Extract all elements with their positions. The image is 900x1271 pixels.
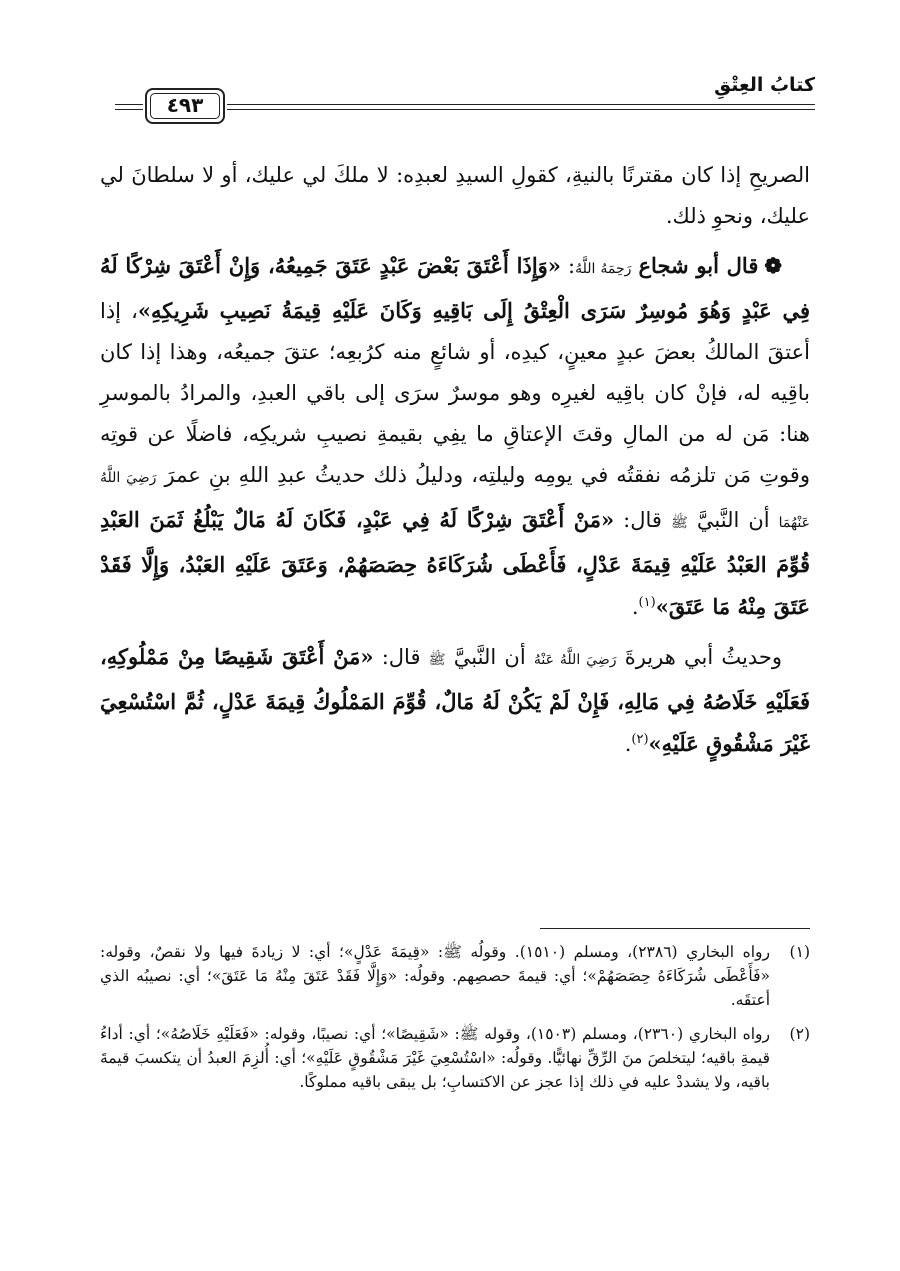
page-header <box>115 74 815 124</box>
footnote-reference[interactable]: (٢) <box>631 732 649 747</box>
commentary-text: أن النَّبيَّ <box>453 645 534 669</box>
commentary-text: ، إذا أعتقَ المالكُ بعضَ عبدٍ معينٍ، كيدِه، أو شائعٍ منه كرُبعِه؛ عتقَ جميعُه، وهذا إذا كان باقِيه له، فإنْ كان باقِيه لغيرِه وهو موسرٌ سرَى إلى باقي العبدِ، والمرادُ بالموسرِ هنا: مَن له من المالِ وقتَ الإعتاقِ ما يفِي بقيمةِ نصيبِ شريكِه، فاضلًا عن قوتِه وقوتِ مَن تلزمُه نفقتُه في يومِه وليلتِه، ودليلُ ذلك حديثُ عبدِ اللهِ بنِ عمرَ <box>100 299 810 487</box>
footnote-separator <box>540 928 810 929</box>
header-rule <box>227 109 815 110</box>
honorific: رَحِمَهُ اللَّهُ <box>575 261 632 277</box>
colon: : <box>560 254 576 278</box>
footnote-number: (١) <box>789 943 810 961</box>
speaker-label: قال أبو شجاع <box>638 253 759 278</box>
header-rule <box>227 104 815 105</box>
header-rule <box>115 104 143 105</box>
footnotes <box>100 940 810 1104</box>
punctuation: . <box>624 732 632 756</box>
honorific: رَضِيَ اللَّهُ عَنْهُ <box>533 652 617 668</box>
paragraph-text: الصريحِ إذا كان مقترنًا بالنيةِ، كقولِ السيدِ لعبدِه: لا ملكَ لي عليك، أو لا سلطانَ لي عليك، ونحوِ ذلك. <box>100 163 810 228</box>
main-text <box>100 155 810 773</box>
hadith-text: «مَنْ أَعْتَقَ شِرْكًا لَهُ فِي عَبْدٍ، فَكَانَ لَهُ مَالٌ يَبْلُغُ ثَمَنَ العَبْدِ قُوِّمَ العَبْدُ عَلَيْهِ قِيمَةَ عَدْلٍ، فَأَعْطَى شُرَكَاءَهُ حِصَصَهُمْ، وَعَتَقَ عَلَيْهِ العَبْدُ، وَإِلَّا فَقَدْ عَتَقَ مِنْهُ مَا عَتَقَ» <box>100 507 810 619</box>
footnote-reference[interactable]: (١) <box>638 595 656 610</box>
footnote-number: (٢) <box>789 1025 810 1043</box>
header-rule <box>115 109 143 110</box>
commentary-text: وحديثُ أبي هريرةَ <box>624 645 782 669</box>
punctuation: . <box>631 595 639 619</box>
paragraph <box>100 155 810 237</box>
paragraph <box>100 245 810 628</box>
footnote-text: رواه البخاري (٢٣٨٦)، ومسلم (١٥١٠). وقولُه ﷺ: «قِيمَةَ عَدْلٍ»؛ أي: لا زيادةَ فيها ولا نقصٌ، وقوله: «فَأَعْطَى شُرَكَاءَهُ حِصَصَهُمْ»؛ أي: قيمةَ حصصِهم. وقولُه: «وَإِلَّا فَقَدْ عَتَقَ مِنْهُ مَا عَتَقَ»؛ أي: نصيبُه الذي أعتقَه. <box>100 943 771 1009</box>
honorific: ﷺ <box>428 652 446 668</box>
footnote-text: رواه البخاري (٢٣٦٠)، ومسلم (١٥٠٣)، وقوله ﷺ: «شَقِيصًا»؛ أي: نصيبًا، وقوله: «فَعَلَيْهِ خَلَاصُهُ»؛ أي: أداءُ قيمةِ باقيه؛ ليتخلصَ منَ الرِّقِّ نهائيًّا. وقولُه: «اسْتُسْعِيَ غَيْرَ مَشْقُوقٍ عَلَيْهِ»؛ أي: أُلزِمَ العبدُ أن يتكسبَ قيمةَ باقيه، ولا يشددْ عليه في ذلك إذا عجز عن الاكتسابِ؛ بل يبقى باقيه مملوكًا. <box>100 1025 770 1091</box>
honorific: ﷺ <box>670 515 688 531</box>
footnote <box>100 1022 810 1094</box>
footnote <box>100 940 810 1012</box>
honorific: رَضِيَ اللَّهُ عَنْهُمَا <box>100 470 810 531</box>
running-title: كتابُ العِتْقِ <box>714 74 815 96</box>
commentary-text: أن النَّبيَّ <box>696 508 779 532</box>
page-number: ٤٩٣ <box>166 93 204 117</box>
hadith-text: «مَنْ أَعْتَقَ شَقِيصًا مِنْ مَمْلُوكِهِ، فَعَلَيْهِ خَلَاصُهُ فِي مَالِهِ، فَإِنْ لَمْ يَكُنْ لَهُ مَالٌ، قُوِّمَ المَمْلُوكُ قِيمَةَ عَدْلٍ، ثُمَّ اسْتُسْعِيَ غَيْرَ مَشْقُوقٍ عَلَيْهِ» <box>100 644 810 756</box>
matn-text: «وَإِذَا أَعْتَقَ بَعْضَ عَبْدٍ عَتَقَ جَمِيعُهُ، وَإِنْ أَعْتَقَ شِرْكًا لَهُ فِي عَبْدٍ وَهُوَ مُوسِرٌ سَرَى الْعِتْقُ إِلَى بَاقِيهِ وَكَانَ عَلَيْهِ قِيمَةُ نَصِيبِ شَرِيكِهِ» <box>100 253 810 323</box>
commentary-text: قال: <box>373 645 429 669</box>
flower-icon: ❁ <box>764 253 782 278</box>
commentary-text: قال: <box>614 508 671 532</box>
page-number-frame <box>145 88 225 124</box>
paragraph <box>100 636 810 765</box>
